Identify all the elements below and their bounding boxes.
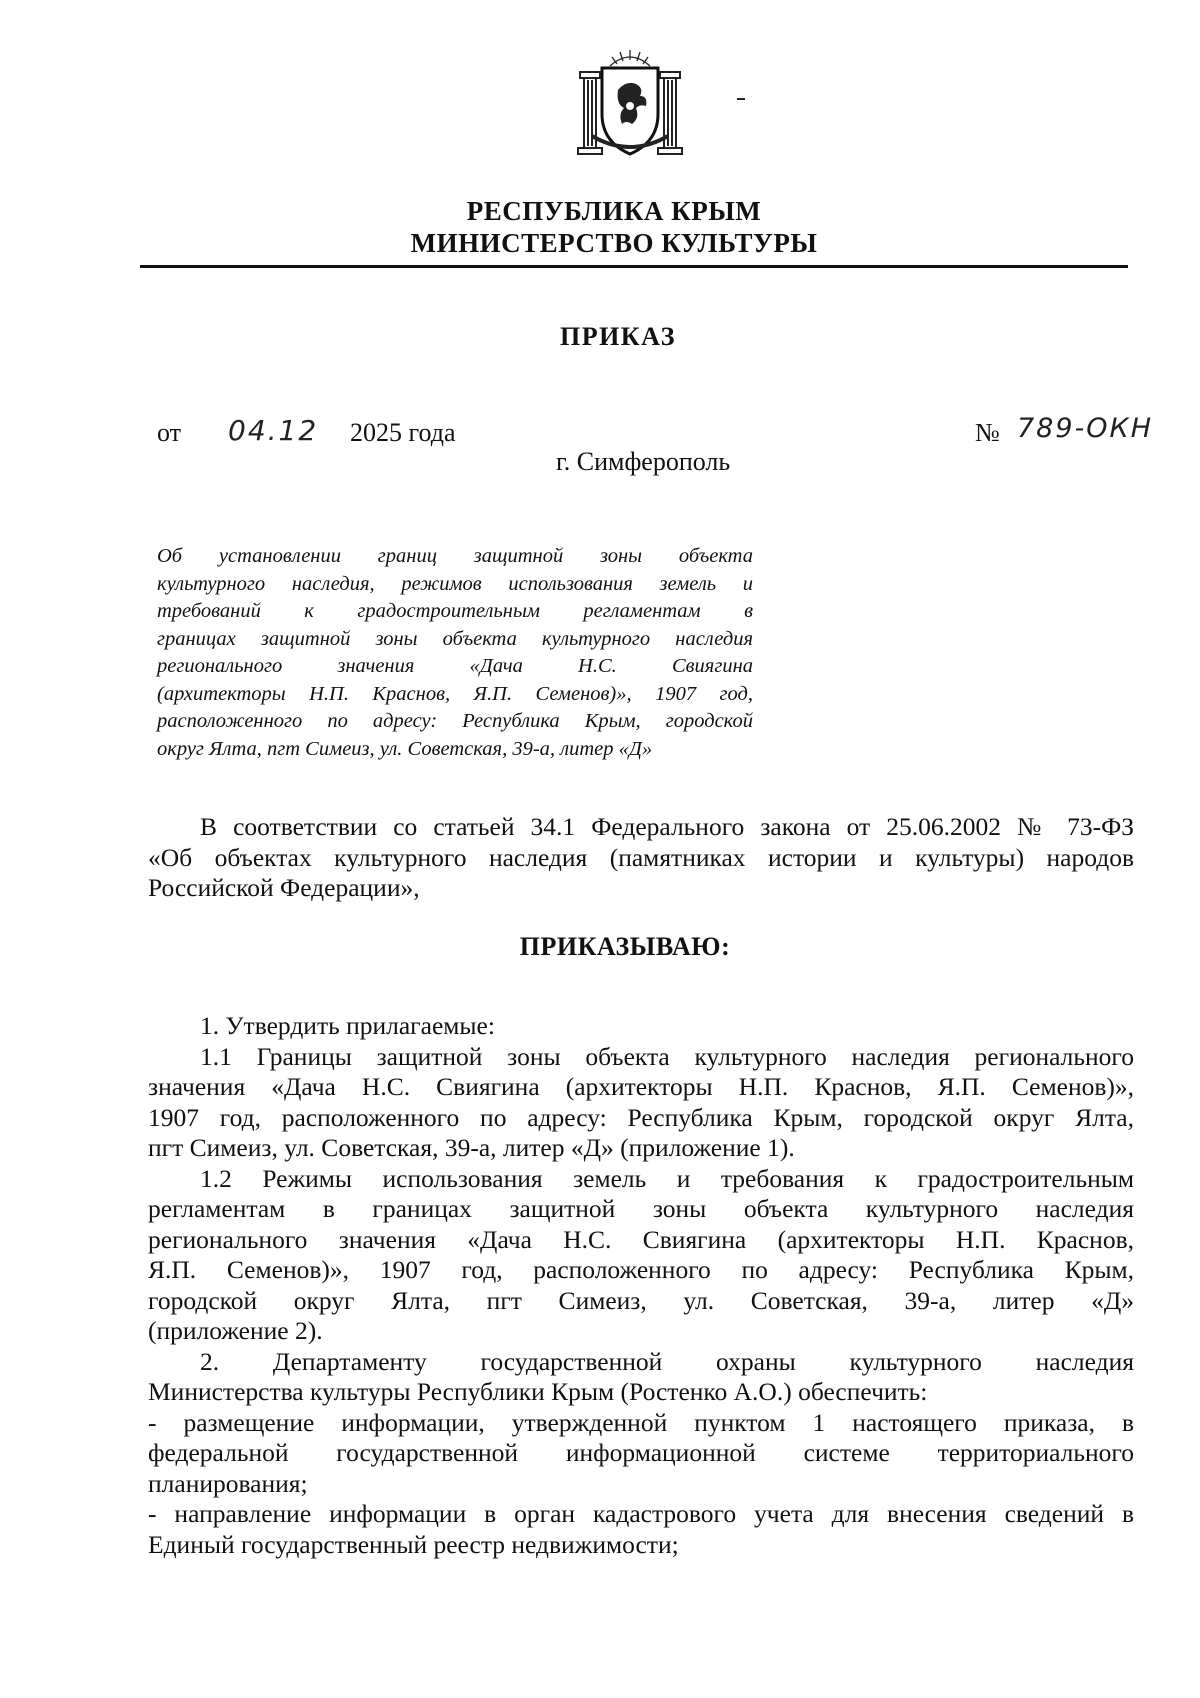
preamble bbox=[148, 812, 1134, 904]
subject-line: Об установлении границ защитной зоны объекта bbox=[157, 545, 753, 567]
stray-mark bbox=[737, 98, 745, 100]
subject-line: округ Ялта, пгт Симеиз, ул. Советская, 39-а, литер «Д» bbox=[157, 737, 653, 760]
handwritten-order-number: 789-ОКН bbox=[1017, 413, 1154, 444]
bullet-1-line: планирования; bbox=[148, 1468, 308, 1498]
number-label: № bbox=[975, 418, 1000, 447]
order-items bbox=[148, 1011, 1134, 1560]
bullet-2-line: Единый государственный реестр недвижимости; bbox=[148, 1529, 679, 1559]
item-1-2-line: 1.2 Режимы использования земель и требования к градостроительным bbox=[200, 1163, 1134, 1193]
from-label: от bbox=[157, 418, 182, 447]
city: г. Симферополь bbox=[556, 447, 731, 476]
item-1-2-line: Я.П. Семенов)», 1907 год, расположенного по адресу: Республика Крым, bbox=[148, 1255, 1134, 1284]
item-1-2-line: регламентам в границах защитной зоны объекта культурного наследия bbox=[148, 1194, 1134, 1223]
bullet-1-line: федеральной государственной информационной системе территориального bbox=[148, 1438, 1134, 1467]
item-1-1-line: значения «Дача Н.С. Свиягина (архитекторы Н.П. Краснов, Я.П. Семенов)», bbox=[148, 1072, 1134, 1101]
bullet-2-line: - направление информации в орган кадастрового учета для внесения сведений в bbox=[148, 1499, 1134, 1528]
subject-line: регионального значения «Дача Н.С. Свиягина bbox=[157, 655, 753, 677]
item-1-2-line: городской округ Ялта, пгт Симеиз, ул. Советская, 39-а, литер «Д» bbox=[148, 1285, 1134, 1315]
subject-line: границах защитной зоны объекта культурного наследия bbox=[157, 627, 753, 650]
preamble-line: Российской Федерации», bbox=[148, 873, 420, 902]
item-1-1-line: 1907 год, расположенного по адресу: Республика Крым, городской округ Ялта, bbox=[148, 1102, 1134, 1132]
item-1-1-line: 1.1 Границы защитной зоны объекта культурного наследия регионального bbox=[200, 1041, 1134, 1071]
item-2-line: 2. Департаменту государственной охраны культурного наследия bbox=[200, 1346, 1134, 1376]
handwritten-date: 04.12 bbox=[228, 414, 319, 447]
header-republic: РЕСПУБЛИКА КРЫМ bbox=[466, 196, 762, 226]
coat-of-arms-emblem bbox=[570, 44, 690, 162]
item-1-1-line: пгт Симеиз, ул. Советская, 39-а, литер «Д» (приложение 1). bbox=[148, 1133, 795, 1162]
subject-line: расположенного по адресу: Республика Крым, городской bbox=[157, 710, 753, 732]
header-ministry: МИНИСТЕРСТВО КУЛЬТУРЫ bbox=[410, 228, 818, 258]
subject-line: требований к градостроительным регламентам в bbox=[157, 600, 753, 622]
item-1-2-line: регионального значения «Дача Н.С. Свиягина (архитекторы Н.П. Краснов, bbox=[148, 1224, 1134, 1254]
document-type-title: ПРИКАЗ bbox=[559, 322, 677, 351]
header-divider bbox=[140, 265, 1128, 268]
bullet-1-line: - размещение информации, утвержденной пунктом 1 настоящего приказа, в bbox=[148, 1407, 1134, 1437]
subject-line: культурного наследия, режимов использования земель и bbox=[157, 572, 753, 595]
order-subject bbox=[157, 543, 753, 763]
item-1-2-line: (приложение 2). bbox=[148, 1316, 323, 1345]
order-word: ПРИКАЗЫВАЮ: bbox=[519, 932, 731, 961]
preamble-line: В соответствии со статьей 34.1 Федерального закона от 25.06.2002 № 73-ФЗ bbox=[200, 812, 1134, 841]
preamble-line: «Об объектах культурного наследия (памятниках истории и культуры) народов bbox=[148, 842, 1134, 872]
item-1: 1. Утвердить прилагаемые: bbox=[200, 1011, 495, 1040]
item-2-line: Министерства культуры Республики Крым (Ростенко А.О.) обеспечить: bbox=[148, 1377, 928, 1406]
subject-line: (архитекторы Н.П. Краснов, Я.П. Семенов)», 1907 год, bbox=[157, 682, 753, 705]
date-year: 2025 года bbox=[350, 418, 456, 447]
